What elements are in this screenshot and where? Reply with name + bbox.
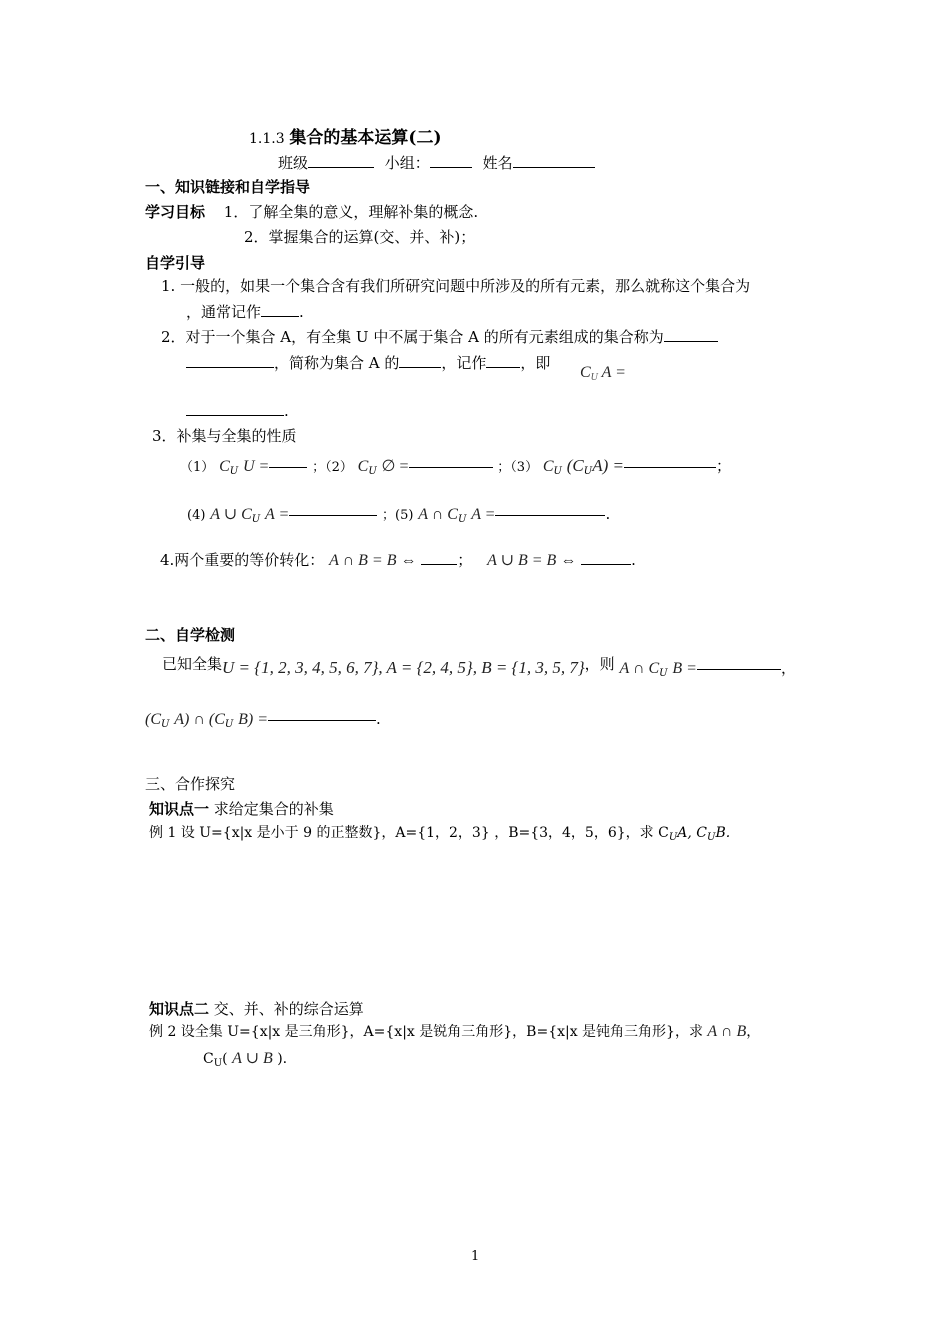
item2-blank-b[interactable] — [186, 353, 274, 368]
guide-item-1-line-2: ，通常记作 . — [186, 303, 304, 321]
item2-blank-a[interactable] — [664, 327, 718, 342]
item2-blank-c[interactable] — [399, 353, 441, 368]
guide-item-2-line-1: 2．对于一个集合 A，有全集 U 中不属于集合 A 的所有元素组成的集合称为 — [161, 327, 718, 346]
p3-blank[interactable] — [624, 467, 716, 468]
guide-item-2-line-3: . — [186, 401, 289, 420]
group-label: 小组： — [384, 154, 430, 172]
item2-blank-d[interactable] — [486, 353, 520, 368]
guide-item-3-title: 3．补集与全集的性质 — [152, 427, 297, 445]
knowledge-point-1: 知识点一 求给定集合的补集 — [149, 800, 334, 818]
q2-blank[interactable] — [268, 720, 376, 721]
properties-row-1: （1） $C_U$ U = ；（2） $C_U$ ∅ = ；（3） $C_U$ $(C_UA)$ = ； — [180, 456, 731, 477]
example-2-line-2: $C_U$( A ∪ B ). — [203, 1050, 288, 1069]
class-blank[interactable] — [308, 153, 374, 168]
p5-blank[interactable] — [495, 515, 605, 516]
q1-blank[interactable] — [697, 669, 781, 670]
example-1: 例 1 设 U={x|x 是小于 9 的正整数}，A={1，2，3} ，B={3，4，5，6}，求 $C_UA$, $C_UB$. — [149, 825, 731, 843]
properties-row-2: (4) A ∪ $C_U$ A = ；(5) A ∩ $C_U$ A = . — [187, 505, 611, 525]
name-label: 姓名 — [482, 154, 513, 172]
section1-heading: 一、知识链接和自学指导 — [145, 178, 311, 196]
guide-label: 自学引导 — [145, 254, 206, 272]
guide-item-2-line-2: ，简称为集合 A 的 ，记作 ，即 — [186, 353, 550, 372]
title-number: 1.1.3 — [249, 131, 285, 147]
name-blank[interactable] — [513, 153, 595, 168]
page-title-row — [249, 128, 442, 148]
section2-heading: 二、自学检测 — [145, 626, 236, 644]
goal-2: 2．掌握集合的运算(交、并、补)； — [244, 228, 476, 246]
section3-heading: 三、合作探究 — [145, 775, 236, 793]
learning-goals-row — [145, 203, 478, 221]
item4-blank-1[interactable] — [421, 550, 457, 565]
item1-blank[interactable] — [261, 302, 299, 317]
page-number: 1 — [471, 1249, 480, 1264]
guide-item-1-line-1: 1. 一般的，如果一个集合含有我们所研究问题中所涉及的所有元素，那么就称这个集合为 — [161, 277, 751, 295]
item4-blank-2[interactable] — [581, 550, 631, 565]
guide-item-4: 4.两个重要的等价转化： A ∩ B = B ⇔ ； A ∪ B = B ⇔ . — [160, 551, 636, 569]
knowledge-point-2: 知识点二 交、并、补的综合运算 — [149, 1000, 364, 1018]
class-label: 班级 — [278, 154, 309, 172]
group-blank[interactable] — [430, 153, 472, 168]
goal-1: 1．了解全集的意义，理解补集的概念. — [223, 203, 479, 221]
complement-formula: $C_U$ A = — [580, 364, 626, 383]
self-test-line-2: ($C_U$ A) ∩ ($C_U$ B) = . — [145, 710, 381, 730]
item2-blank-e[interactable] — [186, 401, 284, 416]
student-info-row — [278, 153, 595, 172]
example-2-line-1: 例 2 设全集 U={x|x 是三角形}，A={x|x 是锐角三角形}，B={x|x 是钝角三角形}，求 A ∩ B， — [149, 1023, 761, 1040]
page-title: 集合的基本运算(二) — [289, 128, 442, 148]
p2-blank[interactable] — [409, 467, 493, 468]
goals-label: 学习目标 — [145, 203, 206, 221]
self-test-line-1: 已知全集U = {1, 2, 3, 4, 5, 6, 7}, A = {2, 4, 5}, B = {1, 3, 5, 7}，则 A ∩ $C_U$ B = ， — [162, 655, 796, 679]
p1-blank[interactable] — [269, 467, 307, 468]
p4-blank[interactable] — [289, 515, 377, 516]
